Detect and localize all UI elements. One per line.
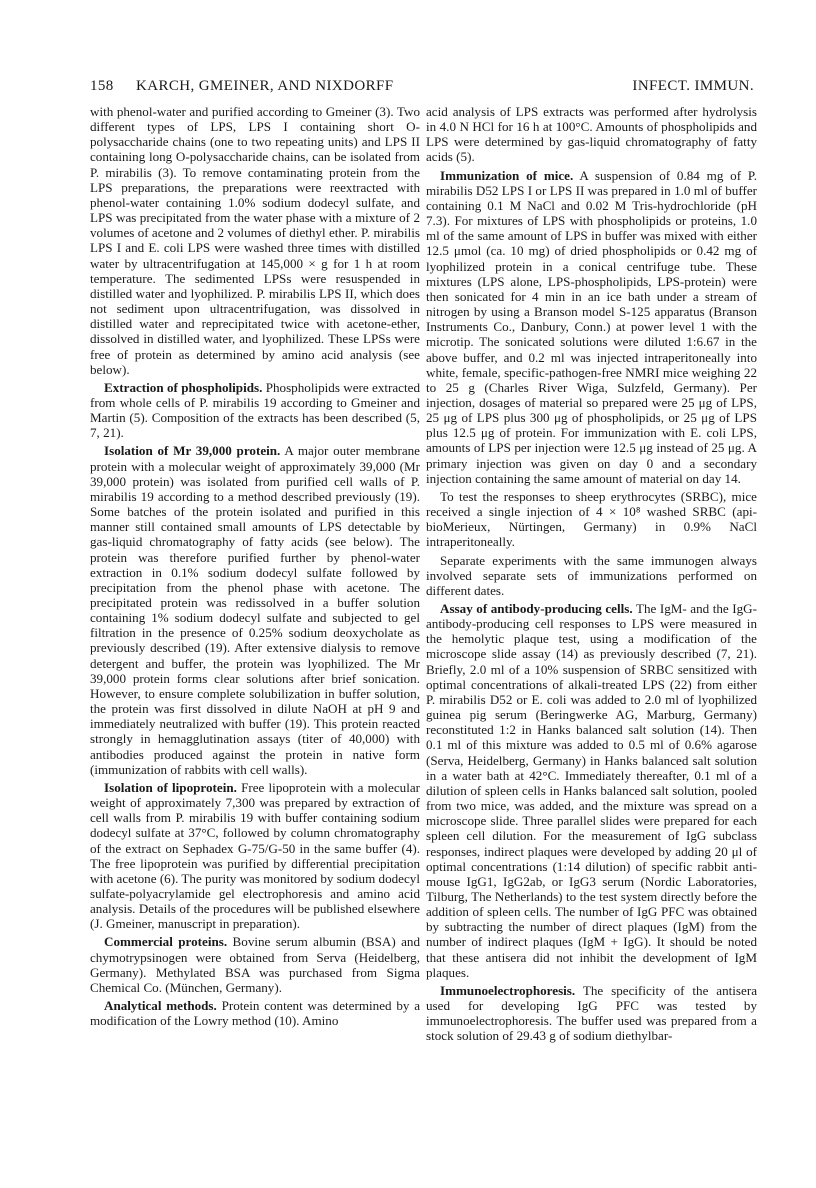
paragraph-body: A suspension of 0.84 mg of P. mirabilis D52 LPS I or LPS II was prepared in 1.0 ml of buffer containing 0.1 M NaCl and 0.02 M Tris-hydrochloride (pH 7.3). For mixtures of LPS with phospholipids or proteins, 1.0 ml of the same amount of LPS in buffer was mixed with either 12.5 μmol (ca. 10 mg) of dried phospholipids or 0.42 mg of lyophilized protein in a conical centrifuge tube. These mixtures (LPS alone, LPS-phospholipids, LPS-protein) were then sonicated for 4 min in an ice bath under a stream of nitrogen by using a Branson model S-125 apparatus (Branson Instruments Co., Danbury, Conn.) at power level 1 with the microtip. The sonicated solutions were diluted 1:6.67 in the above buffer, and 0.2 ml was injected intraperitoneally into white, female, specific-pathogen-free NMRI mice weighing 22 to 25 g (Charles River Wiga, Sulzfeld, Germany). Per injection, dosages of material so prepared were 25 μg of LPS, 25 μg of LPS plus 300 μg of phospholipids, or 25 μg of LPS plus 12.5 μg of protein. For immunization with E. coli LPS, amounts of LPS per injection were 12.5 μg instead of 25 μg. A primary injection was given on day 0 and a secondary injection containing the same amount of material on day 14. <box>426 167 757 486</box>
paragraph-body: Protein content was determined by a modification of the Lowry method (10). Amino <box>90 998 420 1029</box>
page-number: 158 <box>90 78 114 94</box>
section-heading: Commercial proteins. <box>104 934 228 950</box>
section-heading: Analytical methods. <box>104 998 217 1014</box>
paragraph <box>426 983 757 1044</box>
paragraph-body: A major outer membrane protein with a molecular weight of approximately 39,000 (Mr 39,000 protein) was isolated from purified cell walls of P. mirabilis 19 according to a method described previously (19). Some batches of the protein isolated and purified in this manner still contained small amounts of LPS detectable by gas-liquid chromatography of fatty acids (see below). The protein was therefore purified further by phenol-water extraction in 0.1% sodium dodecyl sulfate followed by precipitation from the phenol phase with acetone. The precipitated protein was redissolved in a buffer solution containing 1% sodium dodecyl sulfate and subjected to gel filtration in the presence of 0.25% sodium deoxycholate as previously described (19). After extensive dialysis to remove detergent and buffer, the protein was lyophilized. The Mr 39,000 protein forms clear solutions after brief sonication. However, to ensure complete solubilization in buffer solution, the protein was first dissolved in dilute NaOH at pH 9 and immediately neutralized with buffer (19). This protein reacted strongly in hemagglutination assays (titer of 40,000) with antibodies produced against the protein in native form (immunization of rabbits with cell walls). <box>90 443 420 777</box>
paragraph: To test the responses to sheep erythrocytes (SRBC), mice received a single injection of 4 × 10⁸ washed SRBC (api-bioMerieux, Nürtingen, Germany) in 0.9% NaCl intraperitoneally. <box>426 488 757 550</box>
paragraph-body: Free lipoprotein with a molecular weight of approximately 7,300 was prepared by extraction of cell walls from P. mirabilis 19 with buffer containing sodium dodecyl sulfate at 37°C, followed by column chromatography of the extract on Sephadex G-75/G-50 in the same buffer (4). The free lipoprotein was purified by differential precipitation with acetone (6). The purity was monitored by sodium dodecyl sulfate-polyacrylamide gel electrophoresis and amino acid analysis. Details of the procedures will be published elsewhere (J. Gmeiner, manuscript in preparation). <box>90 779 420 932</box>
journal-name: INFECT. IMMUN. <box>632 78 754 94</box>
paragraph-body: Bovine serum albumin (BSA) and chymotrypsinogen were obtained from Serva (Heidelberg, Germany). Methylated BSA was purchased from Sigma Chemical Co. (München, Germany). <box>90 934 420 995</box>
section-heading: Extraction of phospholipids. <box>104 379 263 395</box>
paragraph: acid analysis of LPS extracts was performed after hydrolysis in 4.0 N HCl for 16 h at 100°C. Amounts of phospholipids and LPS were determined by gas-liquid chromatography of fatty acids (5). <box>426 104 757 165</box>
paragraph <box>90 443 420 776</box>
paragraph <box>90 380 420 441</box>
paragraph-body: The specificity of the antisera used for developing IgG PFC was tested by immunoelectrophoresis. The buffer used was prepared from a stock solution of 29.43 g of sodium diethylbar- <box>426 982 757 1044</box>
right-column <box>426 104 757 1154</box>
running-header <box>90 78 754 100</box>
paragraph <box>426 601 757 980</box>
paragraph: Separate experiments with the same immunogen always involved separate sets of immunizations performed on different dates. <box>426 552 757 598</box>
paragraph: with phenol-water and purified according to Gmeiner (3). Two different types of LPS, LPS I containing short O-polysaccharide chains (one to two repeating units) and LPS II containing long O-polysaccharide chains, can be isolated from P. mirabilis (3). To remove contaminating protein from the LPS preparations, the preparations were reextracted with phenol-water containing 1.0% sodium dodecyl sulfate, and LPS was precipitated from the water phase with a mixture of 2 volumes of acetone and 2 volumes of diethyl ether. P. mirabilis LPS I and E. coli LPS were washed three times with distilled water by ultracentrifugation at 145,000 × g for 1 h at room temperature. The sedimented LPSs were resuspended in distilled water and lyophilized. P. mirabilis LPS II, which does not sediment upon ultracentrifugation, was dissolved in distilled water and reprecipitated twice with acetone-ether, dissolved in distilled water, and lyophilized. These LPSs were free of protein as determined by amino acid analysis (see below). <box>90 104 420 377</box>
paragraph <box>90 934 420 995</box>
paragraph <box>90 780 420 932</box>
section-heading: Isolation of lipoprotein. <box>104 779 237 795</box>
running-authors: KARCH, GMEINER, AND NIXDORFF <box>136 78 394 94</box>
section-heading: Assay of antibody-producing cells. <box>440 601 633 616</box>
section-heading: Immunoelectrophoresis. <box>440 982 576 998</box>
paragraph-body: The IgM- and the IgG-antibody-producing cell responses to LPS were measured in the hemolytic plaque test, using a modification of the microscope slide assay (14) as previously described (7, 21). Briefly, 2.0 ml of a 10% suspension of SRBC sensitized with optimal concentrations of alkali-treated LPS (22) from either P. mirabilis D52 or E. coli was added to 2.0 ml of lyophilized guinea pig serum (Beringwerke AG, Marburg, Germany) reconstituted 1:2 in Hanks balanced salt solution (14). Then 0.1 ml of this mixture was added to 0.5 ml of 0.6% agarose (Serva, Heidelberg, Germany) in Hanks balanced salt solution in a water bath at 42°C. Immediately thereafter, 0.1 ml of a dilution of spleen cells in Hanks balanced salt solution, pooled from two mice, was added, and the mixture was spread on a microscope slide. Three parallel slides were prepared for each spleen cell dilution. For the measurement of IgG subclass responses, indirect plaques were developed by adding 20 μl of optimal concentrations (1:14 dilution) of specific rabbit anti-mouse IgG1, IgG2ab, or IgG3 serum (Nordic Laboratories, Tilburg, The Netherlands) to the test system directly before the addition of spleen cells. The number of IgG PFC was obtained by subtracting the number of direct plaques (IgM) from the number of indirect plaques (IgM + IgG). It should be noted that these antisera did not inhibit the development of IgM plaques. <box>426 601 757 980</box>
paragraph-body: Phospholipids were extracted from whole cells of P. mirabilis 19 according to Gmeiner and Martin (5). Composition of the extracts has been described (5, 7, 21). <box>90 379 420 441</box>
section-heading: Immunization of mice. <box>440 167 574 183</box>
paragraph <box>90 998 420 1028</box>
paragraph <box>426 168 757 486</box>
section-heading: Isolation of Mr 39,000 protein. <box>104 443 281 459</box>
left-column <box>90 104 420 1154</box>
